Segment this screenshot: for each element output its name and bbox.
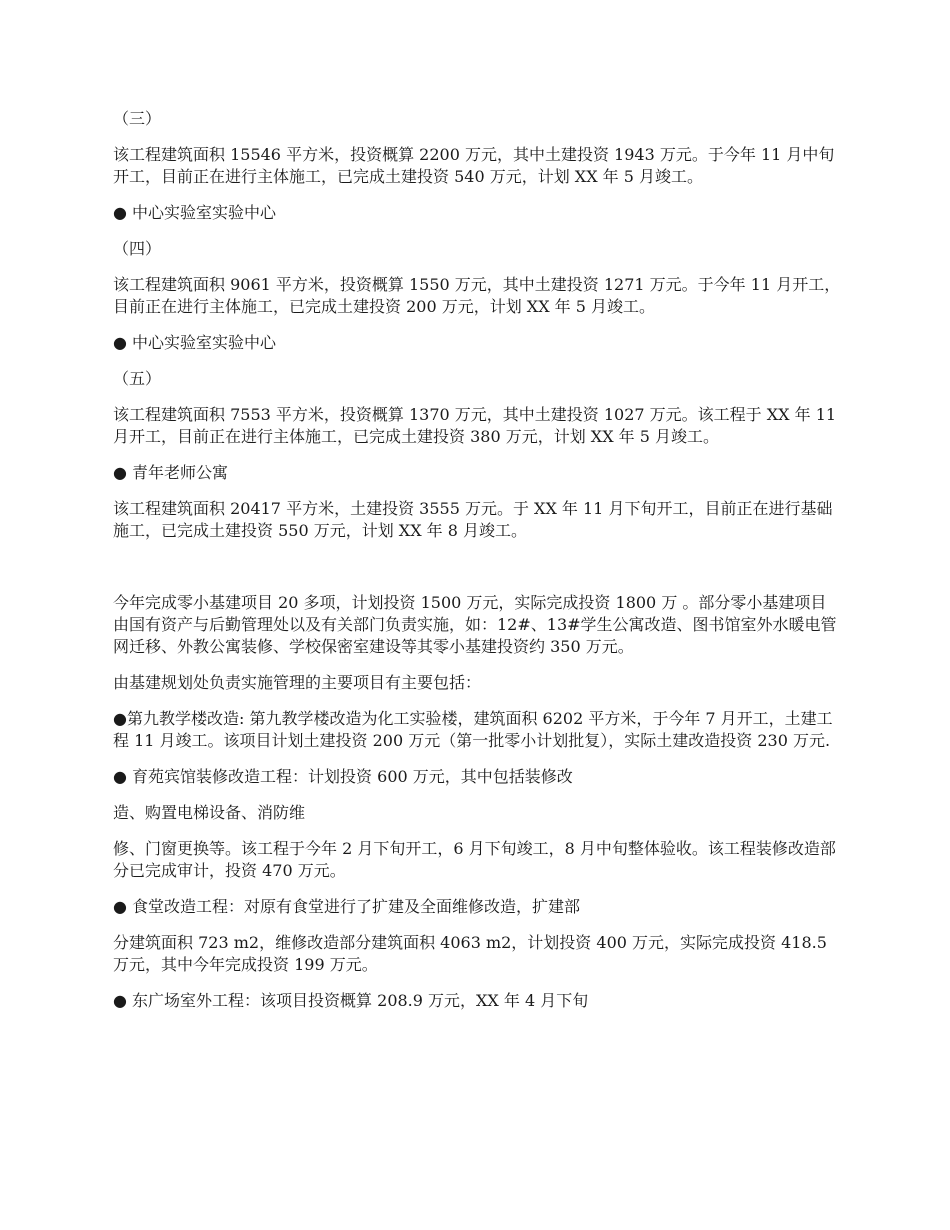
paragraph-project-5: 该工程建筑面积 7553 平方米，投资概算 1370 万元，其中土建投资 1027 万元。该工程于 XX 年 11 月开工，目前正在进行主体施工，已完成土建投资 380 万元，计划 XX 年 5 月竣工。 — [113, 405, 837, 446]
paragraph-small-projects: 今年完成零小基建项目 20 多项，计划投资 1500 万元，实际完成投资 1800 万 。部分零小基建项目由国有资产与后勤管理处以及有关部门负责实施，如：12#、13#学生公寓改造、图书馆室外水暖电管网迁移、外教公寓装修、学校保密室建设等其零小基建投资约 350 万元。 — [113, 593, 837, 656]
section-heading-5: （五） — [113, 369, 162, 388]
paragraph-main-projects-intro: 由基建规划处负责实施管理的主要项目有主要包括： — [113, 673, 482, 692]
paragraph-hotel-details: 修、门窗更换等。该工程于今年 2 月下旬开工，6 月下旬竣工，8 月中旬整体验收。该工程装修改造部分已完成审计，投资 470 万元。 — [113, 839, 836, 880]
paragraph-project-4: 该工程建筑面积 9061 平方米，投资概算 1550 万元，其中土建投资 1271 万元。于今年 11 月开工，目前正在进行主体施工，已完成土建投资 200 万元，计划 XX 年 5 月竣工。 — [113, 275, 841, 316]
bullet-hotel-renovation: ● 育苑宾馆装修改造工程：计划投资 600 万元，其中包括装修改 — [113, 767, 573, 786]
paragraph-project-3: 该工程建筑面积 15546 平方米，投资概算 2200 万元，其中土建投资 1943 万元。于今年 11 月中旬开工，目前正在进行主体施工，已完成土建投资 540 万元，计划 XX 年 5 月竣工。 — [113, 145, 835, 186]
bullet-east-square: ● 东广场室外工程：该项目投资概算 208.9 万元，XX 年 4 月下旬 — [113, 991, 589, 1010]
section-heading-3: （三） — [113, 109, 162, 128]
blank-gap — [113, 556, 841, 592]
document-page — [113, 108, 841, 1026]
section-heading-4: （四） — [113, 239, 162, 258]
bullet-lab-center: ● 中心实验室实验中心 — [113, 203, 277, 222]
bullet-lab-center-2: ● 中心实验室实验中心 — [113, 333, 277, 352]
bullet-canteen-renovation: ● 食堂改造工程：对原有食堂进行了扩建及全面维修改造，扩建部 — [113, 897, 581, 916]
paragraph-canteen-details: 分建筑面积 723 m2，维修改造部分建筑面积 4063 m2，计划投资 400 万元，实际完成投资 418.5 万元，其中今年完成投资 199 万元。 — [113, 933, 827, 974]
paragraph-hotel-continued: 造、购置电梯设备、消防维 — [113, 803, 306, 822]
bullet-teaching-building-9: ●第九教学楼改造: 第九教学楼改造为化工实验楼，建筑面积 6202 平方米，于今年 7 月开工，土建工程 11 月竣工。该项目计划土建投资 200 万元（第一批零小计划批复），实际土建改造投资 230 万元. — [113, 709, 833, 750]
paragraph-teacher-apartment: 该工程建筑面积 20417 平方米，土建投资 3555 万元。于 XX 年 11 月下旬开工，目前正在进行基础施工，已完成土建投资 550 万元，计划 XX 年 8 月竣工。 — [113, 499, 833, 540]
bullet-teacher-apartment: ● 青年老师公寓 — [113, 463, 229, 482]
